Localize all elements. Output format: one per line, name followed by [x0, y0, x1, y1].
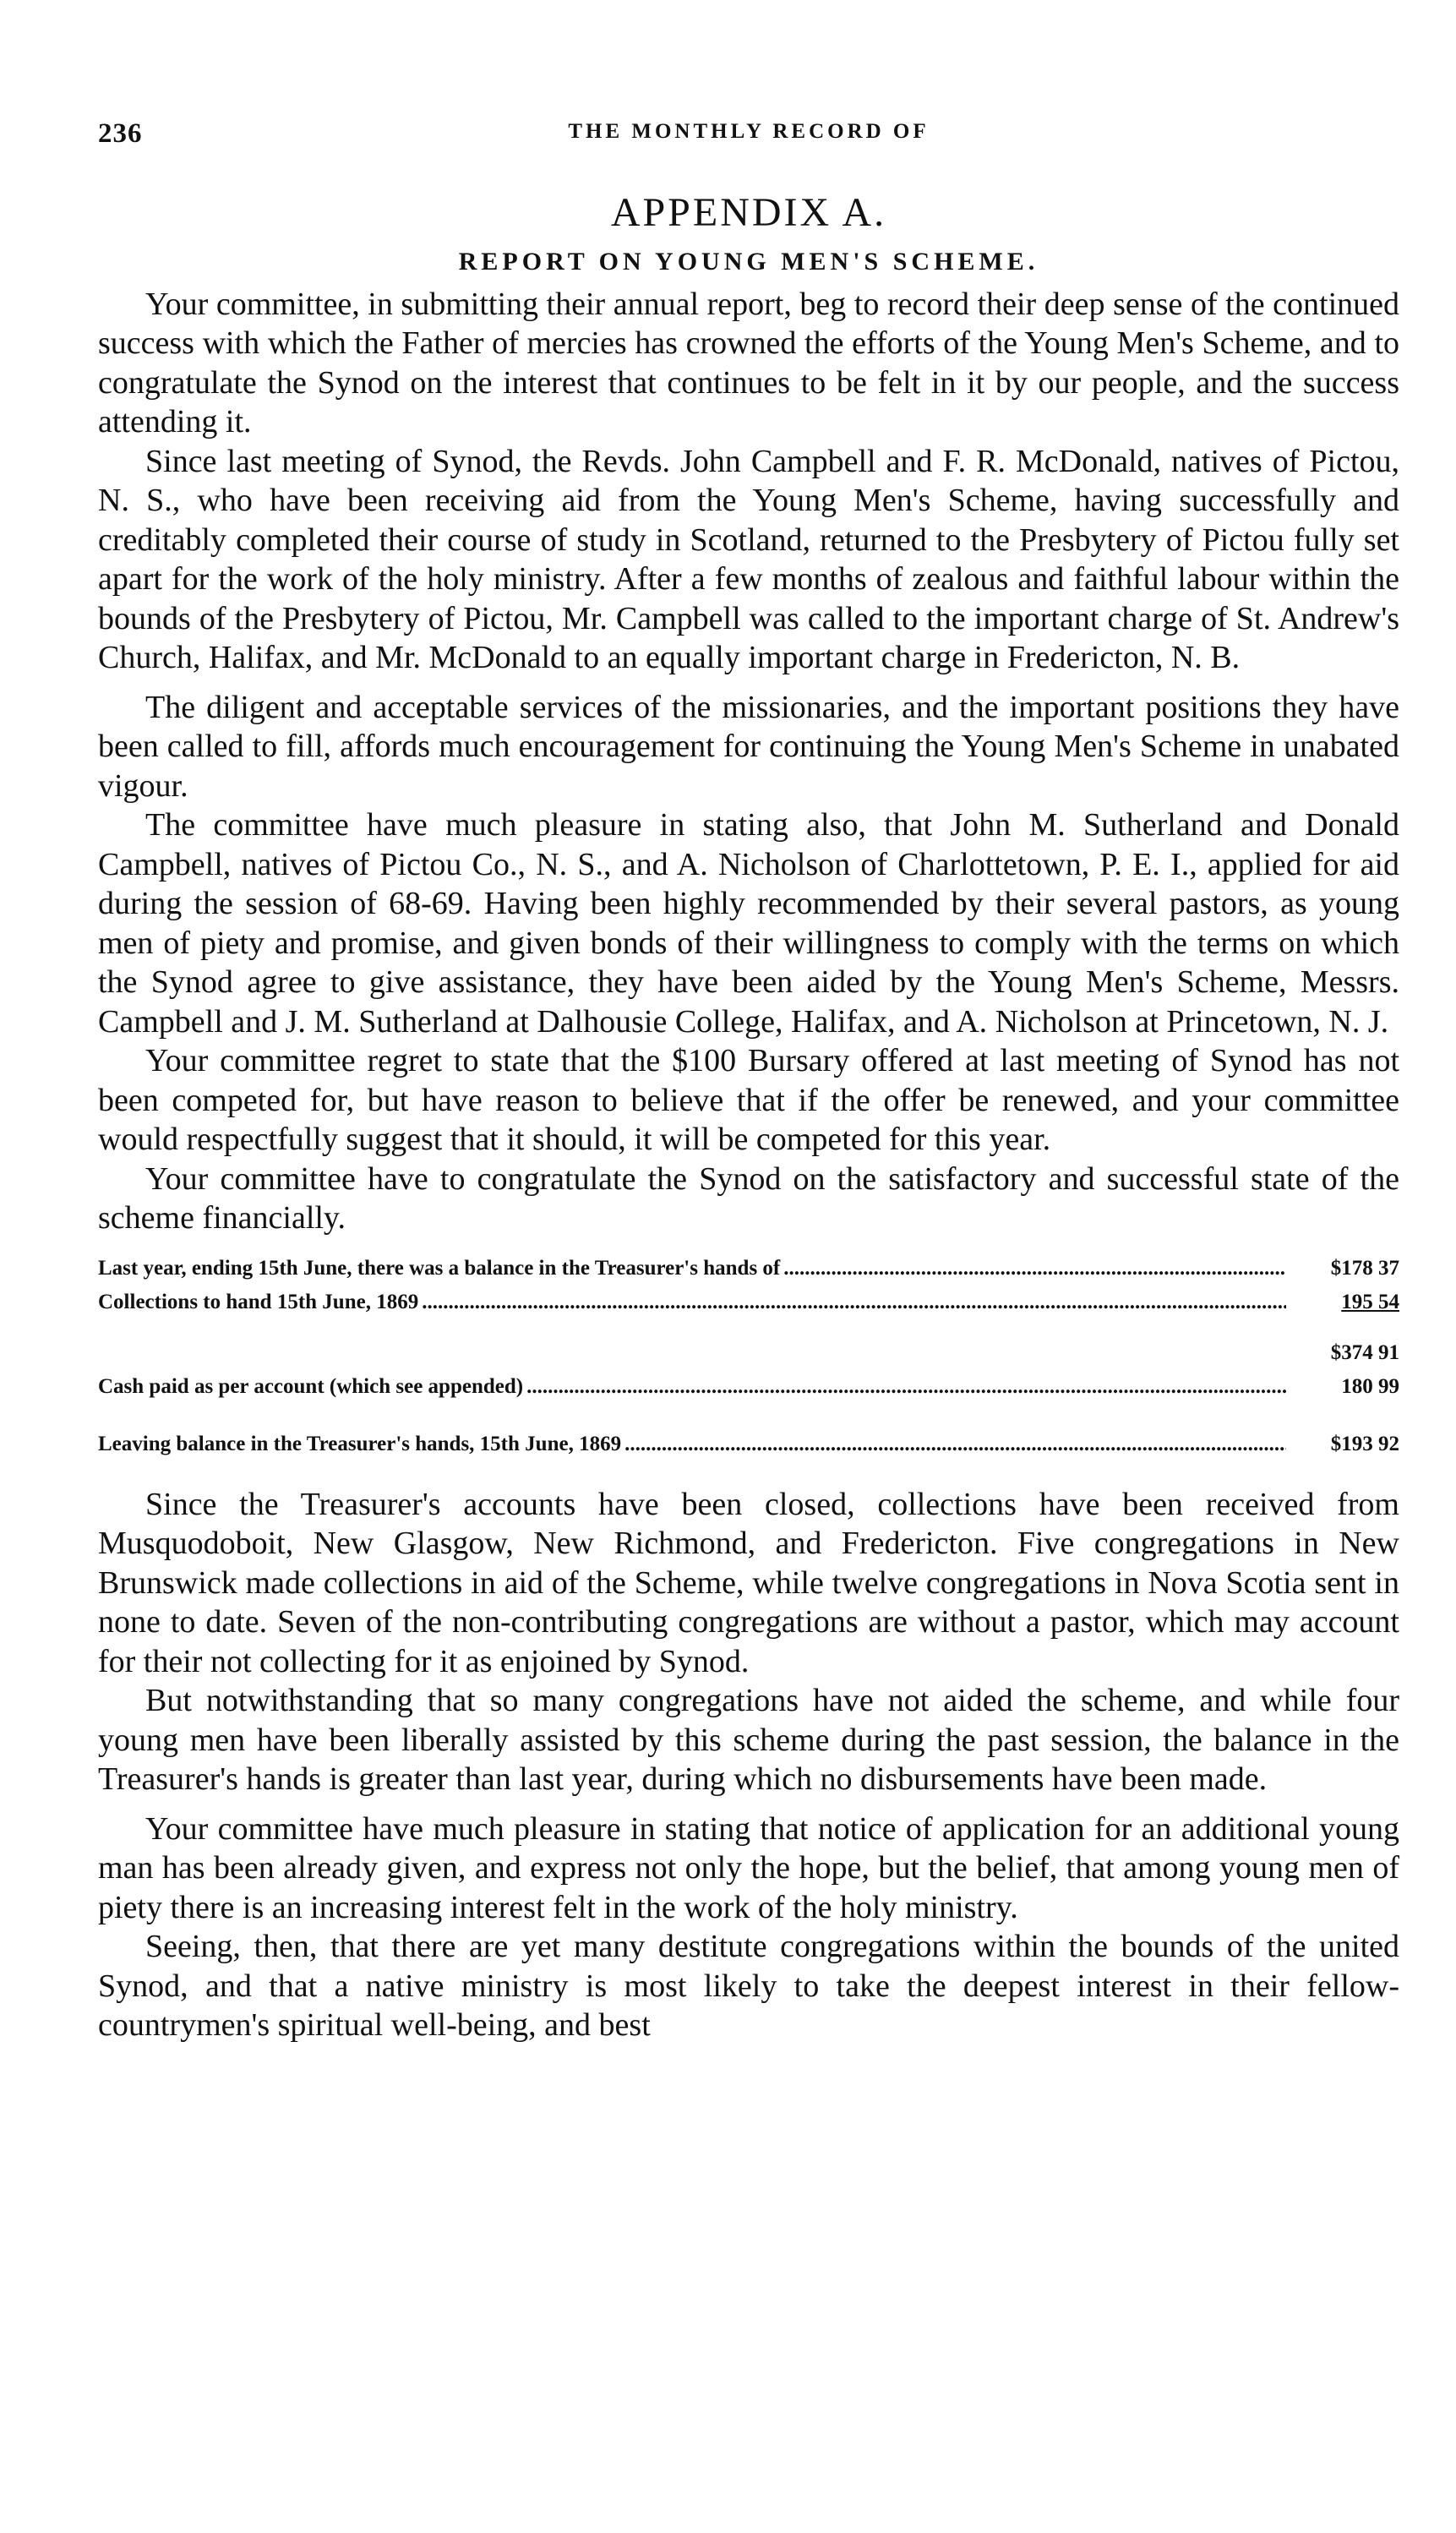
dot-leader [624, 1433, 1286, 1456]
page-number: 236 [98, 118, 143, 149]
dot-leader [783, 1257, 1286, 1280]
ledger-label: Last year, ending 15th June, there was a balance in the Treasurer's hands of [98, 1256, 781, 1280]
ledger-row [98, 1257, 1399, 1291]
running-header [98, 118, 1399, 169]
paragraph-2: Since last meeting of Synod, the Revds. John Campbell and F. R. McDonald, natives of Pictou, N. S., who have been receiving aid from the Young Men's Scheme, having successfully and creditably completed their course of study in Scotland, returned to the Presbytery of Pictou fully set apart for the work of the holy ministry. After a few months of zealous and faithful labour within the bounds of the Presbytery of Pictou, Mr. Campbell was called to the important charge of St. Andrew's Church, Halifax, and Mr. McDonald to an equally important charge in Fredericton, N. B. [98, 443, 1399, 676]
ledger-amount: $178 37 [1330, 1256, 1399, 1280]
ledger-label: Leaving balance in the Treasurer's hands, 15th June, 1869 [98, 1432, 622, 1455]
paragraph-1: Your committee, in submitting their annual report, beg to record their deep sense of the continued success with which the Father of mercies has crowned the efforts of the Young Men's Scheme, and to congratulate the Synod on the interest that continues to be felt in it by our people, and the success attending it. [98, 286, 1399, 440]
ledger-label: Collections to hand 15th June, 1869 [98, 1290, 419, 1313]
ledger-amount: 180 99 [1341, 1374, 1399, 1398]
dot-leader [526, 1375, 1286, 1399]
document-page [98, 118, 1399, 2045]
ledger-row [98, 1375, 1399, 1409]
paragraph-3: The diligent and acceptable services of the missionaries, and the important positions they have been called to fill, affords much encouragement for continuing the Young Men's Scheme in unabated vigour. [98, 689, 1399, 804]
ledger-total: $374 91 [1330, 1340, 1399, 1364]
appendix-title: APPENDIX A. [610, 190, 887, 235]
section-title: REPORT ON YOUNG MEN'S SCHEME. [458, 247, 1039, 276]
running-title: THE MONTHLY RECORD OF [568, 120, 930, 143]
paragraph-9: Your committee have much pleasure in stating that notice of application for an additional young man has been already given, and express not only the hope, but the belief, that among young men of piety there is an increasing interest felt in the work of the holy ministry. [98, 1810, 1399, 1925]
ledger-balance-row [98, 1433, 1399, 1466]
paragraph-6: Your committee have to congratulate the Synod on the satisfactory and successful state of the scheme financially. [98, 1160, 1399, 1236]
ledger-row [98, 1291, 1399, 1324]
dot-leader [422, 1291, 1286, 1314]
ledger-label: Cash paid as per account (which see appended) [98, 1374, 524, 1398]
ledger-total-row [98, 1341, 1399, 1375]
financial-ledger [98, 1257, 1399, 1466]
ledger-amount: 195 54 [1341, 1290, 1399, 1313]
paragraph-7: Since the Treasurer's accounts have been closed, collections have been received from Musquodoboit, New Glasgow, New Richmond, and Fredericton. Five congregations in New Brunswick made collections in aid of the Scheme, while twelve congregations in Nova Scotia sent in none to date. Seven of the non-contributing congregations are without a pastor, which may account for their not collecting for it as enjoined by Synod. [98, 1486, 1399, 1679]
paragraph-4: The committee have much pleasure in stating also, that John M. Sutherland and Donald Campbell, natives of Pictou Co., N. S., and A. Nicholson of Charlottetown, P. E. I., applied for aid during the session of 68-69. Having been highly recommended by their several pastors, as young men of piety and promise, and given bonds of their willingness to comply with the terms on which the Synod agree to give assistance, they have been aided by the Young Men's Scheme, Messrs. Campbell and J. M. Sutherland at Dalhousie College, Halifax, and A. Nicholson at Princetown, N. J. [98, 807, 1399, 1040]
paragraph-5: Your committee regret to state that the $100 Bursary offered at last meeting of Synod has not been competed for, but have reason to believe that if the offer be renewed, and your committee would respectfully suggest that it should, it will be competed for this year. [98, 1043, 1399, 1158]
paragraph-8: But notwithstanding that so many congregations have not aided the scheme, and while four young men have been liberally assisted by this scheme during the past session, the balance in the Treasurer's hands is greater than last year, during which no disbursements have been made. [98, 1683, 1399, 1798]
paragraph-10: Seeing, then, that there are yet many destitute congregations within the bounds of the united Synod, and that a native ministry is most likely to take the deepest interest in their fellow-countrymen's spiritual well-being, and best [98, 1929, 1399, 2044]
ledger-amount: $193 92 [1330, 1432, 1399, 1455]
